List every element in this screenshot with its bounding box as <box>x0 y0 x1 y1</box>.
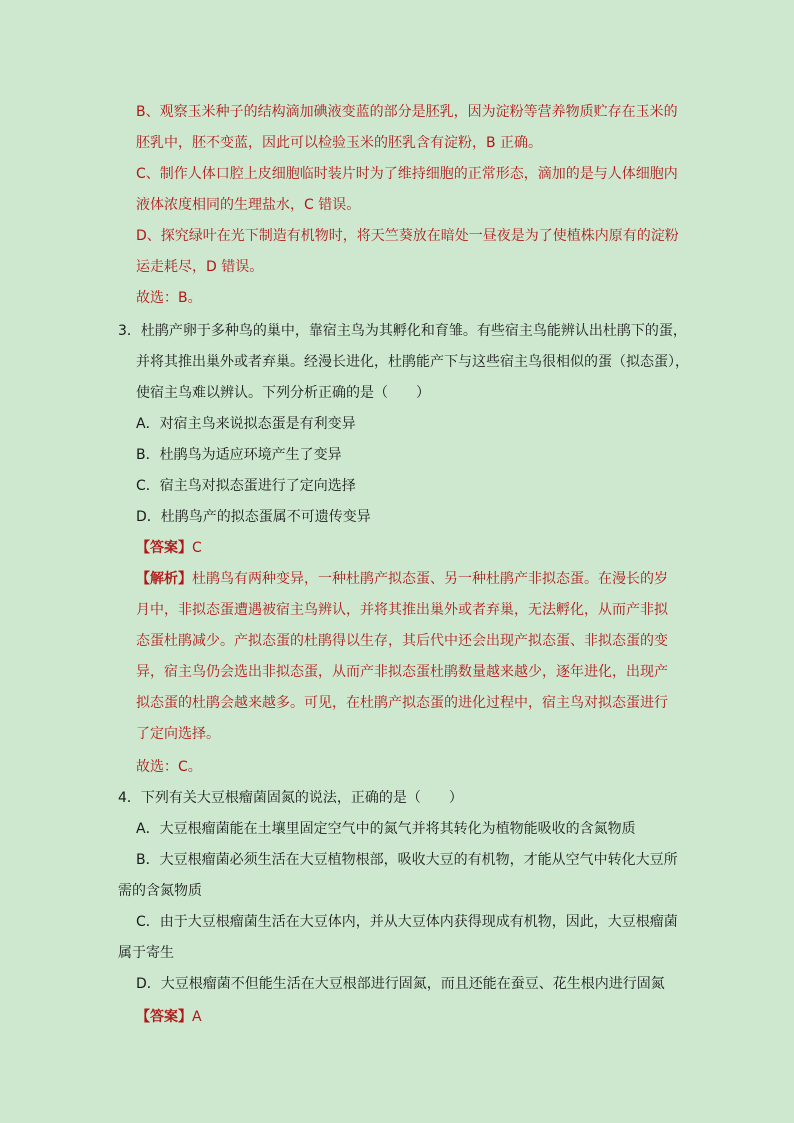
q3-option-c: C．宿主鸟对拟态蛋进行了定向选择 <box>136 478 356 494</box>
q4-option-d: D．大豆根瘤菌不但能生活在大豆根部进行固氮，而且还能在蚕豆、花生根内进行固氮 <box>136 976 665 992</box>
solution-choose: 故选：B。 <box>136 290 202 306</box>
q3-stem-line3: 使宿主鸟难以辨认。下列分析正确的是（ ） <box>136 385 430 401</box>
solution-b-line1: B、观察玉米种子的结构滴加碘液变蓝的部分是胚乳，因为淀粉等营养物质贮存在玉米的 <box>136 104 678 120</box>
q3-analysis-line3: 态蛋杜鹃减少。产拟态蛋的杜鹃得以生存，其后代中还会出现产拟态蛋、非拟态蛋的变 <box>136 633 668 649</box>
q4-option-c-line1: C．由于大豆根瘤菌生活在大豆体内，并从大豆体内获得现成有机物，因此，大豆根瘤菌 <box>136 914 678 930</box>
q3-answer <box>136 538 202 558</box>
q3-option-b: B．杜鹃鸟为适应环境产生了变异 <box>136 447 342 463</box>
q3-option-d: D．杜鹃鸟产的拟态蛋属不可遗传变异 <box>136 509 371 525</box>
q3-analysis-tag: 【解析】 <box>136 571 192 587</box>
solution-c-line2: 液体浓度相同的生理盐水，C 错误。 <box>136 197 361 213</box>
q3-stem-line1: 3．杜鹃产卵于多种鸟的巢中，靠宿主鸟为其孵化和育雏。有些宿主鸟能辨认出杜鹃下的蛋， <box>118 323 687 339</box>
solution-c-line1: C、制作人体口腔上皮细胞临时装片时为了维持细胞的正常形态，滴加的是与人体细胞内 <box>136 166 678 182</box>
q4-option-a: A．大豆根瘤菌能在土壤里固定空气中的氮气并将其转化为植物能吸收的含氮物质 <box>136 821 636 837</box>
q3-analysis-line1 <box>136 569 668 589</box>
q3-stem-line2: 并将其推出巢外或者弃巢。经漫长进化，杜鹃能产下与这些宿主鸟很相似的蛋（拟态蛋）， <box>136 354 689 370</box>
q3-analysis-line6: 了定向选择。 <box>136 726 220 742</box>
q3-analysis-line5: 拟态蛋的杜鹃会越来越多。可见，在杜鹃产拟态蛋的进化过程中，宿主鸟对拟态蛋进行 <box>136 695 668 711</box>
q3-analysis-line4: 异，宿主鸟仍会选出非拟态蛋，从而产非拟态蛋杜鹃数量越来越少，逐年进化，出现产 <box>136 664 668 680</box>
q3-analysis-line2: 月中，非拟态蛋遭遇被宿主鸟辨认，并将其推出巢外或者弃巢，无法孵化，从而产非拟 <box>136 602 668 618</box>
q3-answer-tag: 【答案】 <box>136 540 192 556</box>
q4-answer <box>136 1007 202 1027</box>
q4-option-b-line2: 需的含氮物质 <box>118 883 202 899</box>
solution-d-line1: D、探究绿叶在光下制造有机物时，将天竺葵放在暗处一昼夜是为了使植株内原有的淀粉 <box>136 228 679 244</box>
q3-answer-value: C <box>192 540 202 556</box>
q3-option-a: A．对宿主鸟来说拟态蛋是有利变异 <box>136 416 356 432</box>
q3-choose: 故选：C。 <box>136 759 202 775</box>
solution-d-line2: 运走耗尽，D 错误。 <box>136 259 264 275</box>
q4-option-b-line1: B．大豆根瘤菌必须生活在大豆植物根部，吸收大豆的有机物，才能从空气中转化大豆所 <box>136 852 678 868</box>
q4-stem: 4．下列有关大豆根瘤菌固氮的说法，正确的是（ ） <box>118 790 463 806</box>
q4-answer-value: A <box>192 1009 202 1025</box>
q4-answer-tag: 【答案】 <box>136 1009 192 1025</box>
solution-b-line2: 胚乳中，胚不变蓝，因此可以检验玉米的胚乳含有淀粉，B 正确。 <box>136 135 543 151</box>
q3-analysis-text1: 杜鹃鸟有两种变异，一种杜鹃产拟态蛋、另一种杜鹃产非拟态蛋。在漫长的岁 <box>192 571 668 587</box>
q4-option-c-line2: 属于寄生 <box>118 945 174 961</box>
